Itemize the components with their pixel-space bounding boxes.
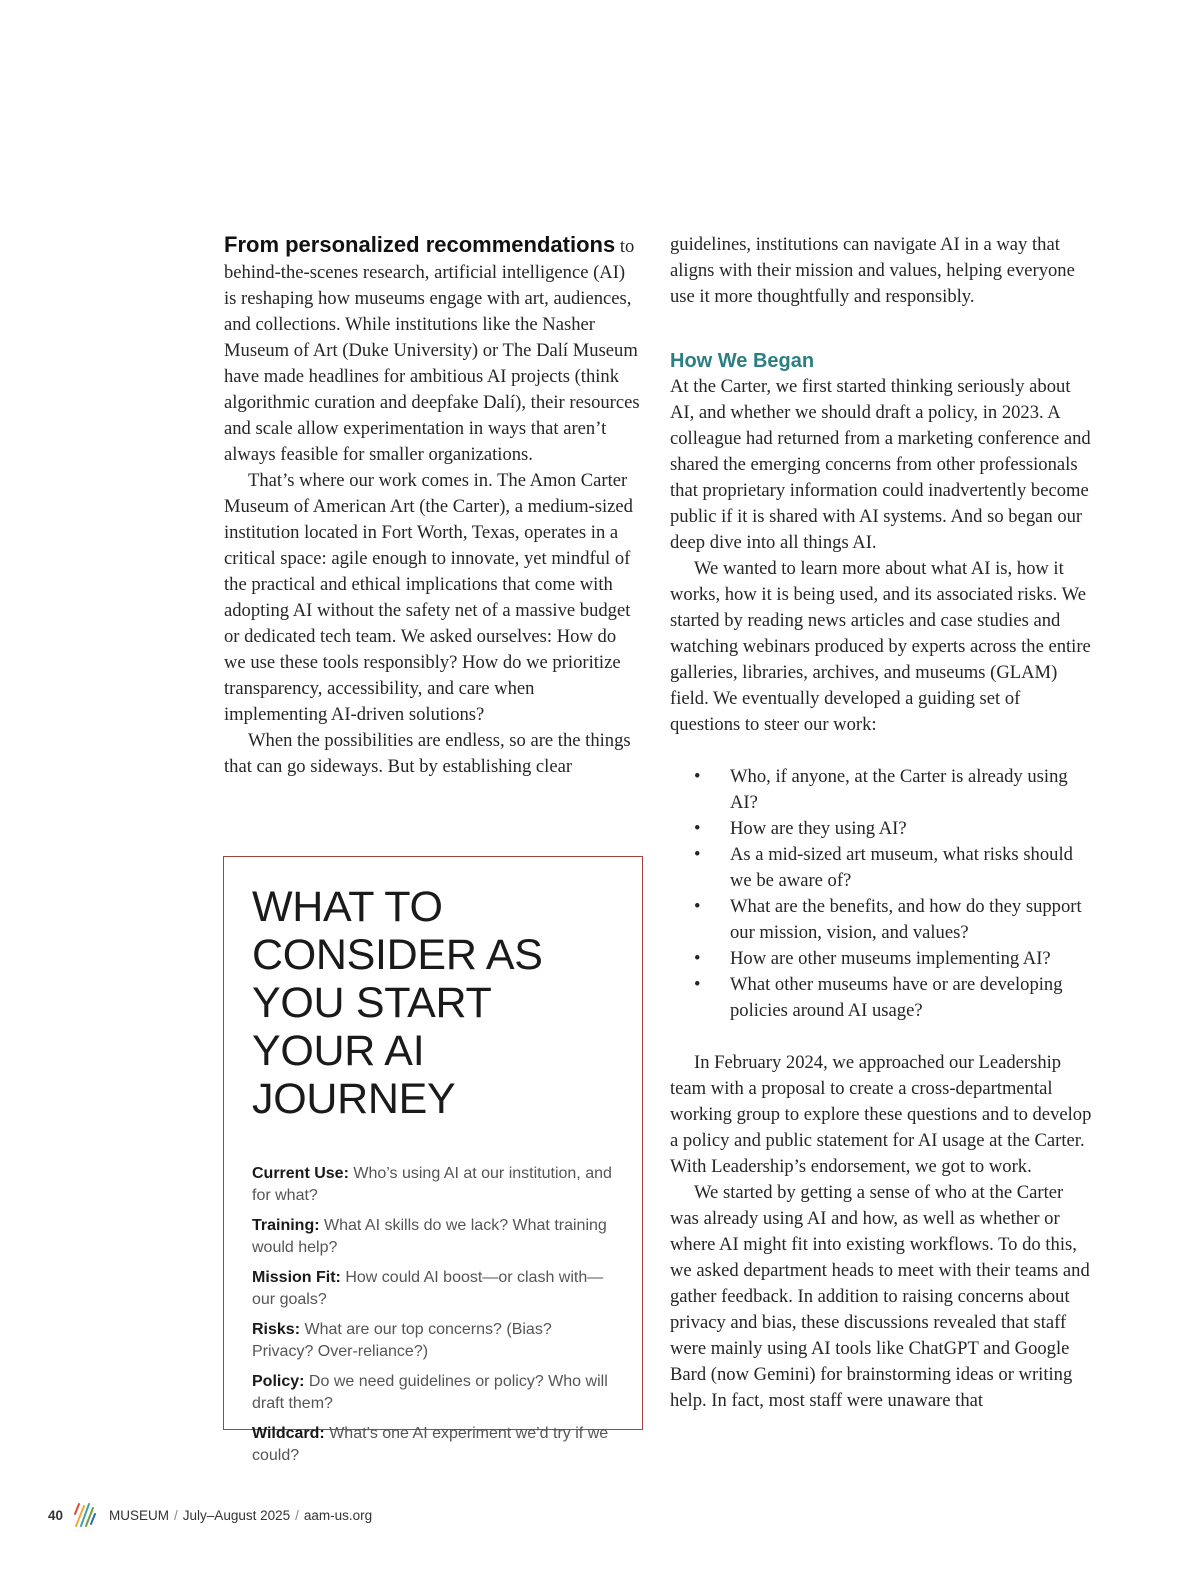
sidebar-item	[252, 1163, 616, 1207]
body-paragraph: When the possibilities are endless, so are the things that can go sideways. But by establishing clear	[224, 730, 631, 777]
body-paragraph: We started by getting a sense of who at the Carter was already using AI and how, as well as whether or where AI might fit into existing workflows. To do this, we asked department heads to meet with their teams and gather feedback. In addition to raising concerns about privacy and bias, these discussions revealed that staff were mainly using AI tools like ChatGPT and Google Bard (now Gemini) for brainstorming ideas or writing help. In fact, most staff were unaware that	[670, 1182, 1090, 1411]
separator: /	[174, 1508, 178, 1523]
list-item: • What are the benefits, and how do they support our mission, vision, and values?	[670, 894, 1092, 946]
page-footer	[48, 1500, 372, 1531]
aam-logo-icon	[73, 1500, 97, 1531]
lead-in: From personalized recommendations	[224, 232, 616, 257]
body-paragraph: We wanted to learn more about what AI is, how it works, how it is being used, and its associated risks. We started by reading news articles and case studies and watching webinars produced by experts across the entire galleries, libraries, archives, and museums (GLAM) field. We eventually developed a guiding set of questions to steer our work:	[670, 558, 1091, 735]
questions-list	[670, 764, 1092, 1024]
sidebar-item	[252, 1423, 616, 1467]
sidebar-item-label: Risks:	[252, 1321, 301, 1338]
sidebar-item-text: How could AI boost—or clash with—our goals?	[252, 1269, 604, 1308]
sidebar-item	[252, 1319, 616, 1363]
section-heading: How We Began	[670, 350, 815, 372]
list-item: • As a mid-sized art museum, what risks should we be aware of?	[670, 842, 1092, 894]
page-number: 40	[48, 1508, 64, 1523]
website: aam-us.org	[303, 1508, 373, 1523]
sidebar-item-label: Current Use:	[252, 1165, 349, 1182]
sidebar-item	[252, 1267, 616, 1311]
sidebar-box	[223, 856, 643, 1464]
list-item: • How are other museums implementing AI?	[670, 946, 1092, 972]
right-column	[670, 232, 1092, 1414]
list-item: • Who, if anyone, at the Carter is already using AI?	[670, 764, 1092, 816]
sidebar-item-label: Mission Fit:	[252, 1269, 341, 1286]
intro-text: to behind-the-scenes research, artificial intelligence (AI) is reshaping how museums engage with art, audiences, and collections. While institutions like the Nasher Museum of Art (Duke University) or The Dalí Museum have made headlines for ambitious AI projects (think algorithmic curation and deepfake Dalí), their resources and scale allow experimentation in ways that aren’t always feasible for smaller organizations.	[224, 236, 640, 465]
list-item: • How are they using AI?	[670, 816, 1092, 842]
publication-name: MUSEUM	[109, 1508, 170, 1523]
sidebar-item-text: Who’s using AI at our institution, and for what?	[252, 1165, 612, 1204]
sidebar-item-text: What AI skills do we lack? What training would help?	[252, 1217, 607, 1256]
sidebar-item-label: Policy:	[252, 1373, 305, 1390]
body-paragraph: At the Carter, we first started thinking seriously about AI, and whether we should draft a policy, in 2023. A colleague had returned from a marketing conference and shared the emerging concerns from other professionals that proprietary information could inadvertently become public if it is shared with AI systems. And so began our deep dive into all things AI.	[670, 376, 1091, 553]
sidebar-title: WHAT TO CONSIDER AS YOU START YOUR AI JOURNEY	[252, 883, 543, 1123]
body-paragraph: That’s where our work comes in. The Amon Carter Museum of American Art (the Carter), a medium-sized institution located in Fort Worth, Texas, operates in a critical space: agile enough to innovate, yet mindful of the practical and ethical implications that come with adopting AI without the safety net of a massive budget or dedicated tech team. We asked ourselves: How do we use these tools responsibly? How do we prioritize transparency, accessibility, and care when implementing AI-driven solutions?	[224, 470, 633, 725]
sidebar-item-label: Wildcard:	[252, 1425, 325, 1442]
sidebar-item	[252, 1371, 616, 1415]
separator: /	[295, 1508, 299, 1523]
body-paragraph: guidelines, institutions can navigate AI in a way that aligns with their mission and values, helping everyone use it more thoughtfully and responsibly.	[670, 234, 1075, 307]
sidebar-item-text: What are our top concerns? (Bias? Privacy? Over-reliance?)	[252, 1321, 552, 1360]
issue-date: July–August 2025	[182, 1508, 291, 1523]
left-column	[224, 232, 642, 780]
list-item: • What other museums have or are developing policies around AI usage?	[670, 972, 1092, 1024]
sidebar-item-label: Training:	[252, 1217, 320, 1234]
intro-paragraph	[224, 232, 642, 468]
sidebar-item-text: Do we need guidelines or policy? Who will draft them?	[252, 1373, 608, 1412]
sidebar-item	[252, 1215, 616, 1259]
body-paragraph: In February 2024, we approached our Leadership team with a proposal to create a cross-departmental working group to explore these questions and to develop a policy and public statement for AI usage at the Carter. With Leadership’s endorsement, we got to work.	[670, 1052, 1092, 1177]
sidebar-item-text: What’s one AI experiment we’d try if we could?	[252, 1425, 609, 1464]
